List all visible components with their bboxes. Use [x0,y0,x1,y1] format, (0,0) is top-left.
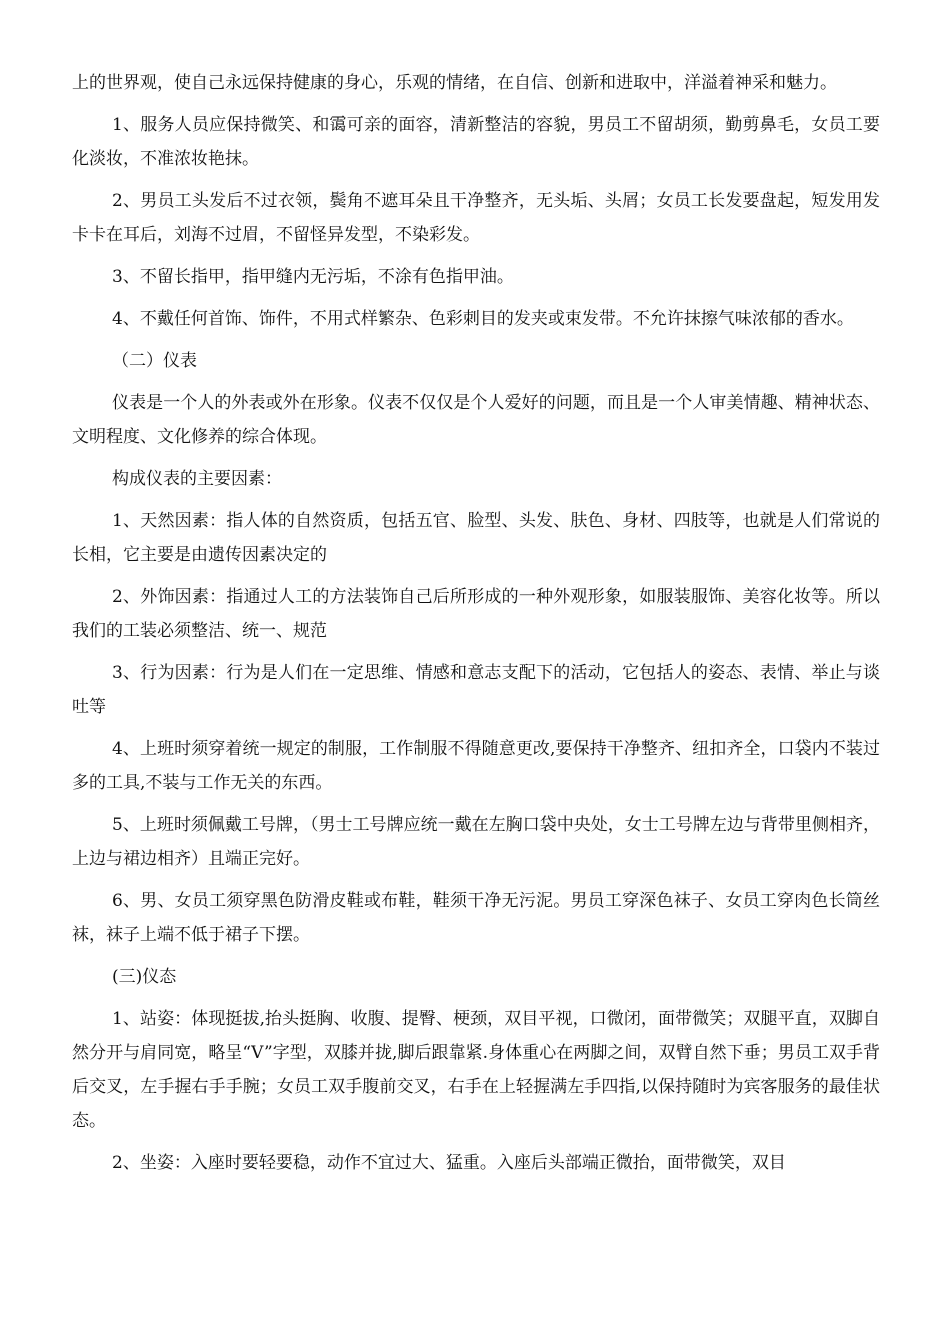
paragraph-factor-decoration: 2、外饰因素：指通过人工的方法装饰自己后所形成的一种外观形象，如服装服饰、美容化妆等。所以我们的工装必须整洁、统一、规范 [72,587,880,641]
paragraph-appearance-factors-intro: 构成仪表的主要因素： [112,469,282,489]
paragraph-grooming-rule-4: 4、不戴任何首饰、饰件，不用式样繁杂、色彩刺目的发夹或束发带。不允许抹擦气味浓郁的香水。 [112,309,854,329]
paragraph-grooming-rule-3: 3、不留长指甲，指甲缝内无污垢，不涂有色指甲油。 [112,267,514,287]
paragraph-badge-rule: 5、上班时须佩戴工号牌，（男士工号牌应统一戴在左胸口袋中央处，女士工号牌左边与背带里侧相齐，上边与裙边相齐）且端正完好。 [72,815,880,869]
paragraph-factor-natural: 1、天然因素：指人体的自然资质，包括五官、脸型、头发、肤色、身材、四肢等，也就是人们常说的长相，它主要是由遗传因素决定的 [72,511,880,565]
paragraph-shoes-rule: 6、男、女员工须穿黑色防滑皮鞋或布鞋，鞋须干净无污泥。男员工穿深色袜子、女员工穿肉色长筒丝袜，袜子上端不低于裙子下摆。 [72,891,880,945]
paragraph-grooming-rule-2: 2、男员工头发后不过衣领，鬓角不遮耳朵且干净整齐，无头垢、头屑；女员工长发要盘起，短发用发卡卡在耳后，刘海不过眉，不留怪异发型，不染彩发。 [72,191,880,245]
document-page [72,66,880,1188]
paragraph-factor-behavior: 3、行为因素：行为是人们在一定思维、情感和意志支配下的活动，它包括人的姿态、表情、举止与谈吐等 [72,663,880,717]
paragraph-grooming-rule-1: 1、服务人员应保持微笑、和霭可亲的面容，清新整洁的容貌，男员工不留胡须，勤剪鼻毛，女员工要化淡妆，不准浓妆艳抹。 [72,115,880,169]
section-heading-posture: (三)仪态 [112,967,177,987]
paragraph-intro-continuation: 上的世界观，使自己永远保持健康的身心，乐观的情绪，在自信、创新和进取中，洋溢着神采和魅力。 [72,73,837,93]
paragraph-uniform-rule: 4、上班时须穿着统一规定的制服，工作制服不得随意更改,要保持干净整齐、纽扣齐全，口袋内不装过多的工具,不装与工作无关的东西。 [72,739,880,793]
section-heading-appearance: （二）仪表 [112,351,197,371]
paragraph-appearance-definition: 仪表是一个人的外表或外在形象。仪表不仅仅是个人爱好的问题，而且是一个人审美情趣、精神状态、文明程度、文化修养的综合体现。 [72,393,880,447]
paragraph-sitting-posture: 2、坐姿：入座时要轻要稳，动作不宜过大、猛重。入座后头部端正微抬，面带微笑，双目 [112,1153,786,1173]
paragraph-standing-posture: 1、站姿：体现挺拔,抬头挺胸、收腹、提臀、梗颈，双目平视，口微闭，面带微笑；双腿平直，双脚自然分开与肩同宽，略呈“V”字型，双膝并拢,脚后跟靠紧.身体重心在两脚之间，双臂自然下垂；男员工双手背后交叉，左手握右手手腕；女员工双手腹前交叉，右手在上轻握满左手四指,以保持随时为宾客服务的最佳状态。 [72,1009,880,1131]
